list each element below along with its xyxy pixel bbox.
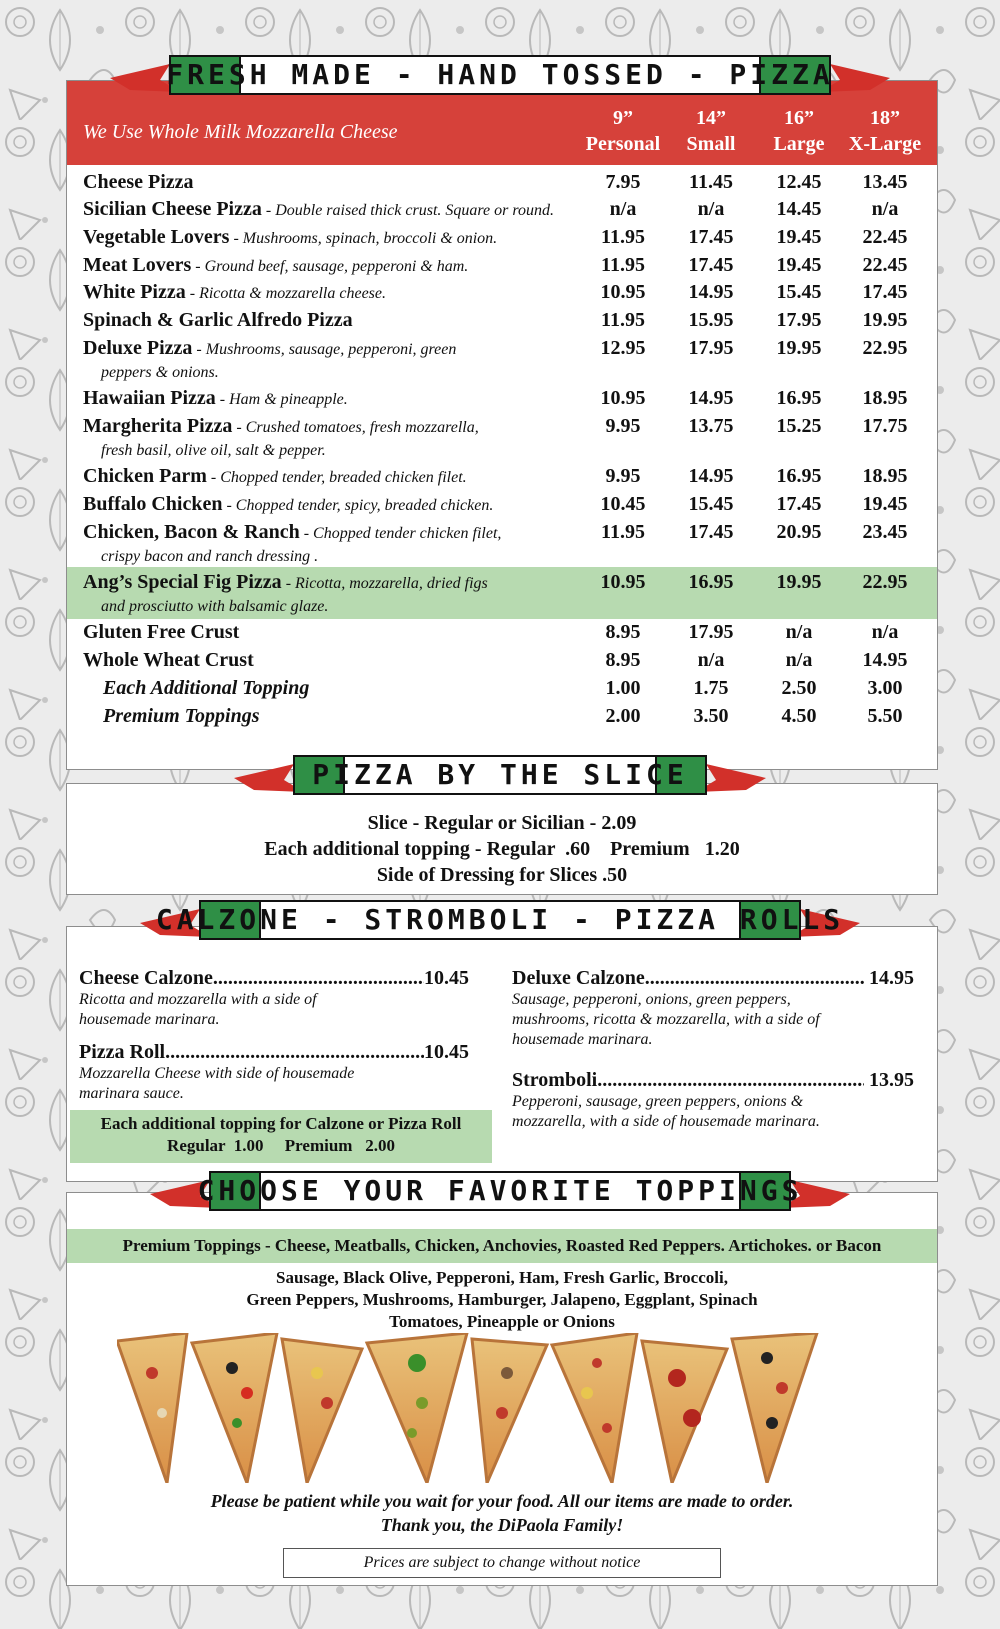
pizza-slice-6	[552, 1333, 637, 1483]
slice-topping-line: Each additional topping - Regular .60 Premium 1.20	[264, 838, 740, 860]
menu-item-cheese-calzone	[79, 967, 469, 1030]
pizza-description-cont: peppers & onions.	[101, 364, 219, 381]
item-name: Deluxe Calzone	[512, 967, 645, 989]
pizza-row	[67, 222, 937, 252]
pizza-price: 16.95	[688, 571, 734, 593]
pizza-price: 17.45	[688, 254, 734, 276]
pizza-price: 20.95	[776, 521, 822, 543]
pizza-name: Vegetable Lovers - Mushrooms, spinach, broccoli & onion.	[83, 226, 498, 248]
pizza-price: 15.45	[688, 493, 734, 515]
banner-title: CALZONE - STROMBOLI - PIZZA ROLLS	[155, 903, 845, 936]
pizza-price: 11.95	[601, 226, 645, 248]
size-header-small: 14” Small	[686, 107, 736, 155]
pizza-price: 17.95	[688, 621, 734, 643]
pizza-price: 17.75	[862, 415, 908, 437]
pizza-price: 13.75	[688, 415, 734, 437]
pizza-row	[67, 167, 937, 197]
pizza-name: White Pizza - Ricotta & mozzarella cheese.	[83, 281, 386, 303]
pizza-description: Ricotta, mozzarella, dried figs	[295, 575, 488, 592]
pizza-name: Whole Wheat Crust	[83, 649, 254, 671]
pizza-name: Chicken Parm - Chopped tender, breaded chicken filet.	[83, 465, 467, 487]
item-price: 10.45	[424, 1041, 469, 1063]
pizza-menu-panel	[66, 80, 938, 770]
banner-title: CHOOSE YOUR FAVORITE TOPPINGS	[197, 1174, 803, 1207]
pizza-price: 17.95	[776, 309, 822, 331]
pizza-description: Chopped tender, spicy, breaded chicken.	[235, 497, 494, 514]
item-description: Sausage, pepperoni, onions, green peppers, mushrooms, ricotta & mozzarella, with a side of housemade marinara.	[512, 991, 820, 1048]
pizza-price: 8.95	[605, 649, 641, 671]
pizza-row	[67, 250, 937, 280]
pizza-row	[67, 673, 937, 703]
pizza-price: 11.95	[601, 521, 645, 543]
calzone-panel	[66, 926, 938, 1182]
pizza-name: Hawaiian Pizza - Ham & pineapple.	[83, 387, 348, 409]
size-header-large: 16” Large	[773, 107, 825, 155]
pizza-description: Double raised thick crust. Square or round.	[275, 202, 554, 219]
pizza-price: 11.95	[601, 254, 645, 276]
toppings-line-2: Green Peppers, Mushrooms, Hamburger, Jalapeno, Eggplant, Spinach	[246, 1290, 758, 1309]
pizza-price: 14.95	[688, 281, 734, 303]
thanks-line-2: Thank you, the DiPaola Family!	[380, 1515, 624, 1535]
premium-toppings-bar: Premium Toppings - Cheese, Meatballs, Chicken, Anchovies, Roasted Red Peppers. Artichokes. or Bacon	[67, 1229, 937, 1263]
pizza-price: 15.25	[776, 415, 822, 437]
pizza-price: 10.95	[600, 281, 646, 303]
pizza-price: 12.45	[776, 171, 822, 193]
pizza-slice-8	[732, 1333, 817, 1483]
pizza-price: n/a	[871, 198, 899, 220]
pizza-price: 22.95	[862, 337, 908, 359]
pizza-slice-1	[117, 1333, 187, 1483]
pizza-name: Chicken, Bacon & Ranch - Chopped tender chicken filet, crispy bacon and ranch dressing .	[83, 519, 583, 567]
pizza-price: 2.00	[605, 705, 641, 727]
pizza-price: 7.95	[605, 171, 641, 193]
toppings-panel	[66, 1192, 938, 1586]
pizza-price: 22.95	[862, 571, 908, 593]
pizza-price: 19.95	[776, 571, 822, 593]
pizza-price: 3.00	[867, 677, 903, 699]
banner-toppings	[150, 1166, 850, 1216]
pizza-name: Meat Lovers - Ground beef, sausage, pepperoni & ham.	[83, 254, 469, 276]
pizza-price: 22.45	[862, 226, 908, 248]
item-description: Mozzarella Cheese with side of housemade marinara sauce.	[79, 1065, 355, 1102]
banner-title: FRESH MADE - HAND TOSSED - PIZZA	[166, 58, 834, 91]
item-price: 10.45	[424, 967, 469, 989]
pizza-price: 1.75	[693, 677, 729, 699]
pizza-price: 4.50	[781, 705, 817, 727]
item-price: 13.95	[864, 1069, 914, 1091]
item-name: Stromboli	[512, 1069, 598, 1091]
pizza-slice-3	[282, 1339, 362, 1483]
mozzarella-tagline: We Use Whole Milk Mozzarella Cheese	[83, 121, 398, 143]
menu-item-stromboli	[512, 1069, 914, 1132]
pizza-price: 19.45	[776, 226, 822, 248]
item-name: Cheese Calzone	[79, 967, 213, 989]
menu-item-deluxe-calzone	[512, 967, 914, 1050]
pizza-price: 8.95	[605, 621, 641, 643]
pizza-price: 12.95	[600, 337, 646, 359]
pizza-price: 5.50	[867, 705, 903, 727]
pizza-price: n/a	[609, 198, 637, 220]
pizza-price: 15.45	[776, 281, 822, 303]
pizza-description: Ham & pineapple.	[229, 391, 348, 408]
pizza-price: 13.45	[862, 171, 908, 193]
pizza-slices-illustration	[117, 1333, 897, 1483]
pizza-price: n/a	[785, 621, 813, 643]
pizza-name: Spinach & Garlic Alfredo Pizza	[83, 309, 353, 331]
pizza-row	[67, 305, 937, 335]
pizza-row	[67, 489, 937, 519]
price-notice: Prices are subject to change without notice	[283, 1548, 721, 1578]
pizza-price: 10.95	[600, 387, 646, 409]
pizza-description-cont: fresh basil, olive oil, salt & pepper.	[101, 442, 326, 459]
pizza-price: 9.95	[605, 465, 641, 487]
pizza-price: 23.45	[862, 521, 908, 543]
pizza-row	[67, 277, 937, 307]
pizza-price: 19.45	[862, 493, 908, 515]
item-price: 14.95	[864, 967, 914, 989]
pizza-price: 11.45	[689, 171, 733, 193]
pizza-price: 16.95	[776, 387, 822, 409]
pizza-price: 14.95	[862, 649, 908, 671]
pizza-row	[67, 333, 937, 385]
pizza-slice-4	[367, 1333, 467, 1483]
pizza-price: 14.45	[776, 198, 822, 220]
banner-title: PIZZA BY THE SLICE	[312, 758, 688, 791]
pizza-price: 17.95	[688, 337, 734, 359]
pizza-price: 2.50	[781, 677, 817, 699]
size-header-xlarge: 18” X-Large	[848, 107, 922, 155]
pizza-name: Deluxe Pizza - Mushrooms, sausage, pepperoni, green peppers & onions.	[83, 335, 583, 383]
pizza-price: 18.95	[862, 465, 908, 487]
pizza-slice-5	[472, 1339, 547, 1483]
pizza-price: 19.95	[862, 309, 908, 331]
pizza-price: 16.95	[776, 465, 822, 487]
item-description: Ricotta and mozzarella with a side of housemade marinara.	[79, 991, 317, 1028]
banner-slice	[234, 750, 766, 800]
pizza-name: Gluten Free Crust	[83, 621, 240, 643]
pizza-description: Mushrooms, sausage, pepperoni, green	[205, 341, 457, 358]
pizza-row	[67, 701, 937, 731]
pizza-row	[67, 194, 937, 224]
pizza-price: 3.50	[693, 705, 729, 727]
pizza-description-cont: crispy bacon and ranch dressing .	[101, 548, 319, 565]
pizza-name: Ang’s Special Fig Pizza - Ricotta, mozzarella, dried figs and prosciutto with balsamic glaze.	[83, 569, 583, 617]
item-name: Pizza Roll	[79, 1041, 166, 1063]
toppings-line-1: Sausage, Black Olive, Pepperoni, Ham, Fresh Garlic, Broccoli,	[276, 1268, 728, 1287]
pizza-row	[67, 411, 937, 463]
pizza-price: n/a	[785, 649, 813, 671]
pizza-name: Sicilian Cheese Pizza - Double raised thick crust. Square or round.	[83, 198, 554, 220]
size-header-personal: 9” Personal	[585, 107, 661, 155]
pizza-description: Crushed tomatoes, fresh mozzarella,	[245, 419, 479, 436]
pizza-price: 17.45	[688, 226, 734, 248]
menu-item-pizza-roll	[79, 1041, 469, 1104]
pizza-price: n/a	[871, 621, 899, 643]
item-description: Pepperoni, sausage, green peppers, onions & mozzarella, with a side of housemade marinara.	[512, 1093, 820, 1130]
pizza-row	[67, 517, 937, 569]
slice-dressing-line: Side of Dressing for Slices .50	[376, 864, 628, 886]
calzone-topping-note: Each additional topping for Calzone or Pizza Roll Regular 1.00 Premium 2.00	[70, 1110, 492, 1163]
pizza-price: 17.45	[776, 493, 822, 515]
pizza-price: 19.45	[776, 254, 822, 276]
pizza-row	[67, 567, 937, 619]
pizza-description: Ricotta & mozzarella cheese.	[199, 285, 386, 302]
pizza-name: Premium Toppings	[103, 705, 260, 727]
pizza-description: Chopped tender, breaded chicken filet.	[220, 469, 467, 486]
pizza-price: 10.95	[600, 571, 646, 593]
pizza-price: 22.45	[862, 254, 908, 276]
pizza-price: 9.95	[605, 415, 641, 437]
pizza-name: Each Additional Topping	[103, 677, 310, 699]
pizza-price: 17.45	[688, 521, 734, 543]
pizza-description: Mushrooms, spinach, broccoli & onion.	[242, 230, 498, 247]
pizza-price: 18.95	[862, 387, 908, 409]
pizza-price: 14.95	[688, 465, 734, 487]
pizza-price: 1.00	[605, 677, 641, 699]
pizza-description-cont: and prosciutto with balsamic glaze.	[101, 598, 329, 615]
slice-price-line: Slice - Regular or Sicilian - 2.09	[367, 812, 637, 834]
toppings-line-3: Tomatoes, Pineapple or Onions	[389, 1312, 615, 1331]
pizza-description: Ground beef, sausage, pepperoni & ham.	[204, 258, 469, 275]
pizza-price: 17.45	[862, 281, 908, 303]
pizza-price: 15.95	[688, 309, 734, 331]
pizza-row	[67, 461, 937, 491]
banner-calzone	[140, 895, 860, 945]
pizza-name: Margherita Pizza - Crushed tomatoes, fresh mozzarella, fresh basil, olive oil, salt & pepper.	[83, 413, 583, 461]
pizza-row	[67, 645, 937, 675]
pizza-price: 19.95	[776, 337, 822, 359]
pizza-price: 14.95	[688, 387, 734, 409]
pizza-description: Chopped tender chicken filet,	[313, 525, 502, 542]
pizza-row	[67, 617, 937, 647]
pizza-price: 11.95	[601, 309, 645, 331]
pizza-price: 10.45	[600, 493, 646, 515]
banner-fresh-made	[110, 50, 890, 100]
pizza-name: Buffalo Chicken - Chopped tender, spicy, breaded chicken.	[83, 493, 494, 515]
pizza-name: Cheese Pizza	[83, 171, 194, 193]
pizza-slice-7	[642, 1341, 727, 1483]
pizza-price: n/a	[697, 198, 725, 220]
thanks-line-1: Please be patient while you wait for your food. All our items are made to order.	[210, 1491, 794, 1511]
pizza-row	[67, 383, 937, 413]
pizza-slice-2	[192, 1333, 277, 1483]
pizza-price: n/a	[697, 649, 725, 671]
